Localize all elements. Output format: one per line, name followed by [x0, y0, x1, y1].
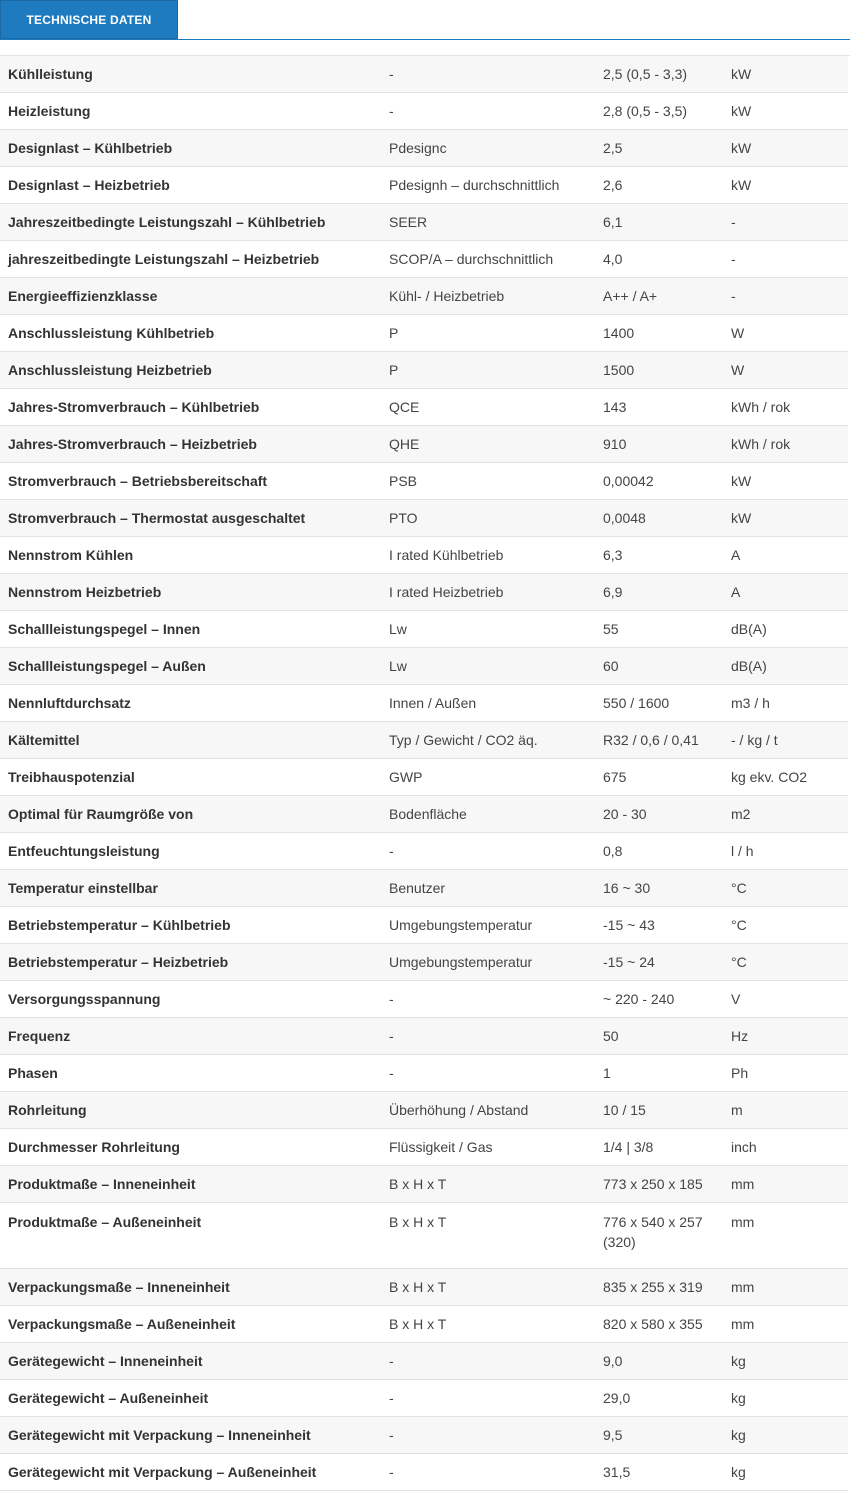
spec-unit: kW [723, 56, 848, 93]
table-row [0, 315, 848, 352]
spec-symbol: Überhöhung / Abstand [381, 1092, 593, 1129]
spec-value: 10 / 15 [593, 1092, 723, 1129]
spec-name: Betriebstemperatur – Heizbetrieb [0, 944, 381, 981]
spec-value: 9,0 [593, 1343, 723, 1380]
table-row [0, 981, 848, 1018]
spec-symbol: Flüssigkeit / Gas [381, 1129, 593, 1166]
spec-unit: W [723, 315, 848, 352]
table-row [0, 56, 848, 93]
spec-unit: °C [723, 907, 848, 944]
table-row [0, 907, 848, 944]
spec-symbol: Pdesignc [381, 130, 593, 167]
table-row [0, 389, 848, 426]
spec-unit: kWh / rok [723, 389, 848, 426]
spec-unit: kW [723, 463, 848, 500]
spec-symbol: Kühl- / Heizbetrieb [381, 278, 593, 315]
spec-unit: kW [723, 167, 848, 204]
spec-symbol: B x H x T [381, 1166, 593, 1203]
spec-value: 1/4 | 3/8 [593, 1129, 723, 1166]
table-spacer [0, 40, 850, 56]
spec-value: 6,9 [593, 574, 723, 611]
table-row [0, 1417, 848, 1454]
spec-unit: inch [723, 1129, 848, 1166]
spec-value: 1400 [593, 315, 723, 352]
spec-unit: mm [723, 1269, 848, 1306]
spec-name: Treibhauspotenzial [0, 759, 381, 796]
spec-value: 550 / 1600 [593, 685, 723, 722]
spec-name: Anschlussleistung Kühlbetrieb [0, 315, 381, 352]
spec-name: Temperatur einstellbar [0, 870, 381, 907]
spec-symbol: Umgebungstemperatur [381, 944, 593, 981]
table-row [0, 944, 848, 981]
spec-value: 2,5 [593, 130, 723, 167]
spec-unit: dB(A) [723, 648, 848, 685]
spec-name: Gerätegewicht – Inneneinheit [0, 1343, 381, 1380]
spec-name: Schallleistungspegel – Außen [0, 648, 381, 685]
table-row [0, 685, 848, 722]
spec-symbol: B x H x T [381, 1203, 593, 1269]
table-row [0, 1055, 848, 1092]
spec-unit: dB(A) [723, 611, 848, 648]
spec-unit: m3 / h [723, 685, 848, 722]
spec-value: 773 x 250 x 185 [593, 1166, 723, 1203]
spec-symbol: PSB [381, 463, 593, 500]
spec-symbol: I rated Kühlbetrieb [381, 537, 593, 574]
spec-name: Designlast – Kühlbetrieb [0, 130, 381, 167]
spec-name: Betriebstemperatur – Kühlbetrieb [0, 907, 381, 944]
spec-value: 4,0 [593, 241, 723, 278]
table-row [0, 796, 848, 833]
spec-name: Gerätegewicht mit Verpackung – Außeneinheit [0, 1454, 381, 1491]
spec-name: jahreszeitbedingte Leistungszahl – Heizbetrieb [0, 241, 381, 278]
spec-value: 0,0048 [593, 500, 723, 537]
table-row [0, 870, 848, 907]
tab-bar [0, 0, 850, 40]
spec-unit: - [723, 241, 848, 278]
table-row [0, 1343, 848, 1380]
spec-unit: kg [723, 1417, 848, 1454]
spec-name: Energieeffizienzklasse [0, 278, 381, 315]
spec-value: 2,6 [593, 167, 723, 204]
spec-name: Kühlleistung [0, 56, 381, 93]
spec-name: Jahres-Stromverbrauch – Heizbetrieb [0, 426, 381, 463]
spec-symbol: GWP [381, 759, 593, 796]
spec-value: 820 x 580 x 355 [593, 1306, 723, 1343]
spec-symbol: Innen / Außen [381, 685, 593, 722]
spec-symbol: B x H x T [381, 1306, 593, 1343]
spec-value: 6,1 [593, 204, 723, 241]
table-row [0, 722, 848, 759]
table-row [0, 833, 848, 870]
spec-name: Kältemittel [0, 722, 381, 759]
table-row [0, 130, 848, 167]
spec-symbol: QCE [381, 389, 593, 426]
spec-unit: l / h [723, 833, 848, 870]
spec-name: Stromverbrauch – Thermostat ausgeschaltet [0, 500, 381, 537]
table-row [0, 204, 848, 241]
spec-symbol: Bodenfläche [381, 796, 593, 833]
table-row [0, 1380, 848, 1417]
spec-name: Stromverbrauch – Betriebsbereitschaft [0, 463, 381, 500]
spec-name: Verpackungsmaße – Inneneinheit [0, 1269, 381, 1306]
spec-value: ~ 220 - 240 [593, 981, 723, 1018]
table-row [0, 1092, 848, 1129]
spec-name: Verpackungsmaße – Außeneinheit [0, 1306, 381, 1343]
spec-unit: A [723, 537, 848, 574]
table-row [0, 426, 848, 463]
table-row [0, 648, 848, 685]
spec-symbol: - [381, 1343, 593, 1380]
specs-table [0, 56, 848, 1491]
spec-name: Nennstrom Kühlen [0, 537, 381, 574]
spec-symbol: Typ / Gewicht / CO2 äq. [381, 722, 593, 759]
spec-symbol: - [381, 981, 593, 1018]
spec-symbol: PTO [381, 500, 593, 537]
spec-unit: kg [723, 1343, 848, 1380]
spec-value: -15 ~ 24 [593, 944, 723, 981]
spec-unit: V [723, 981, 848, 1018]
spec-name: Designlast – Heizbetrieb [0, 167, 381, 204]
table-row [0, 1166, 848, 1203]
spec-unit: W [723, 352, 848, 389]
spec-unit: kW [723, 93, 848, 130]
spec-unit: kWh / rok [723, 426, 848, 463]
spec-name: Frequenz [0, 1018, 381, 1055]
spec-value: 2,5 (0,5 - 3,3) [593, 56, 723, 93]
table-row [0, 167, 848, 204]
spec-unit: kW [723, 130, 848, 167]
spec-symbol: - [381, 1055, 593, 1092]
spec-unit: mm [723, 1306, 848, 1343]
spec-symbol: - [381, 1417, 593, 1454]
spec-value: 50 [593, 1018, 723, 1055]
spec-unit: °C [723, 870, 848, 907]
table-row [0, 500, 848, 537]
spec-unit: m [723, 1092, 848, 1129]
spec-value: 20 - 30 [593, 796, 723, 833]
table-row [0, 241, 848, 278]
spec-unit: - [723, 278, 848, 315]
spec-value: 910 [593, 426, 723, 463]
table-row [0, 1454, 848, 1491]
spec-symbol: Umgebungstemperatur [381, 907, 593, 944]
table-row [0, 537, 848, 574]
spec-value: 776 x 540 x 257 (320) [593, 1203, 723, 1269]
spec-name: Nennluftdurchsatz [0, 685, 381, 722]
tab-technische-daten[interactable]: TECHNISCHE DATEN [0, 0, 178, 39]
spec-unit: - / kg / t [723, 722, 848, 759]
spec-symbol: Pdesignh – durchschnittlich [381, 167, 593, 204]
spec-unit: - [723, 204, 848, 241]
spec-value: 31,5 [593, 1454, 723, 1491]
spec-symbol: Benutzer [381, 870, 593, 907]
spec-value: 143 [593, 389, 723, 426]
spec-symbol: SEER [381, 204, 593, 241]
spec-name: Schallleistungspegel – Innen [0, 611, 381, 648]
spec-symbol: B x H x T [381, 1269, 593, 1306]
spec-unit: Hz [723, 1018, 848, 1055]
spec-value: 835 x 255 x 319 [593, 1269, 723, 1306]
spec-value: 0,8 [593, 833, 723, 870]
spec-symbol: - [381, 93, 593, 130]
table-row [0, 1269, 848, 1306]
table-row [0, 1018, 848, 1055]
spec-symbol: P [381, 352, 593, 389]
spec-name: Phasen [0, 1055, 381, 1092]
spec-value: R32 / 0,6 / 0,41 [593, 722, 723, 759]
spec-unit: kg [723, 1454, 848, 1491]
spec-name: Entfeuchtungsleistung [0, 833, 381, 870]
spec-value: 29,0 [593, 1380, 723, 1417]
spec-value: 1500 [593, 352, 723, 389]
table-row [0, 93, 848, 130]
table-row [0, 1129, 848, 1166]
spec-symbol: P [381, 315, 593, 352]
spec-unit: A [723, 574, 848, 611]
spec-name: Gerätegewicht mit Verpackung – Inneneinheit [0, 1417, 381, 1454]
spec-symbol: - [381, 56, 593, 93]
spec-unit: kW [723, 500, 848, 537]
spec-value: 55 [593, 611, 723, 648]
spec-unit: m2 [723, 796, 848, 833]
spec-value: -15 ~ 43 [593, 907, 723, 944]
table-row [0, 463, 848, 500]
spec-symbol: - [381, 833, 593, 870]
spec-unit: kg ekv. CO2 [723, 759, 848, 796]
spec-unit: mm [723, 1166, 848, 1203]
spec-value: A++ / A+ [593, 278, 723, 315]
spec-unit: °C [723, 944, 848, 981]
spec-symbol: - [381, 1380, 593, 1417]
spec-unit: mm [723, 1203, 848, 1269]
table-row [0, 611, 848, 648]
table-row [0, 1203, 848, 1269]
spec-value: 9,5 [593, 1417, 723, 1454]
spec-symbol: SCOP/A – durchschnittlich [381, 241, 593, 278]
spec-unit: Ph [723, 1055, 848, 1092]
table-row [0, 1306, 848, 1343]
specs-table-body [0, 56, 848, 1491]
spec-name: Anschlussleistung Heizbetrieb [0, 352, 381, 389]
spec-name: Jahreszeitbedingte Leistungszahl – Kühlbetrieb [0, 204, 381, 241]
spec-value: 2,8 (0,5 - 3,5) [593, 93, 723, 130]
spec-name: Rohrleitung [0, 1092, 381, 1129]
spec-value: 675 [593, 759, 723, 796]
spec-name: Heizleistung [0, 93, 381, 130]
spec-value: 16 ~ 30 [593, 870, 723, 907]
spec-name: Durchmesser Rohrleitung [0, 1129, 381, 1166]
table-row [0, 759, 848, 796]
spec-name: Versorgungsspannung [0, 981, 381, 1018]
spec-symbol: - [381, 1454, 593, 1491]
spec-value: 0,00042 [593, 463, 723, 500]
spec-name: Produktmaße – Außeneinheit [0, 1203, 381, 1269]
spec-unit: kg [723, 1380, 848, 1417]
spec-value: 6,3 [593, 537, 723, 574]
spec-symbol: Lw [381, 648, 593, 685]
spec-name: Produktmaße – Inneneinheit [0, 1166, 381, 1203]
spec-name: Optimal für Raumgröße von [0, 796, 381, 833]
spec-symbol: QHE [381, 426, 593, 463]
table-row [0, 574, 848, 611]
spec-symbol: - [381, 1018, 593, 1055]
spec-value: 1 [593, 1055, 723, 1092]
spec-value: 60 [593, 648, 723, 685]
spec-name: Jahres-Stromverbrauch – Kühlbetrieb [0, 389, 381, 426]
spec-symbol: I rated Heizbetrieb [381, 574, 593, 611]
spec-name: Nennstrom Heizbetrieb [0, 574, 381, 611]
spec-symbol: Lw [381, 611, 593, 648]
table-row [0, 278, 848, 315]
spec-name: Gerätegewicht – Außeneinheit [0, 1380, 381, 1417]
table-row [0, 352, 848, 389]
